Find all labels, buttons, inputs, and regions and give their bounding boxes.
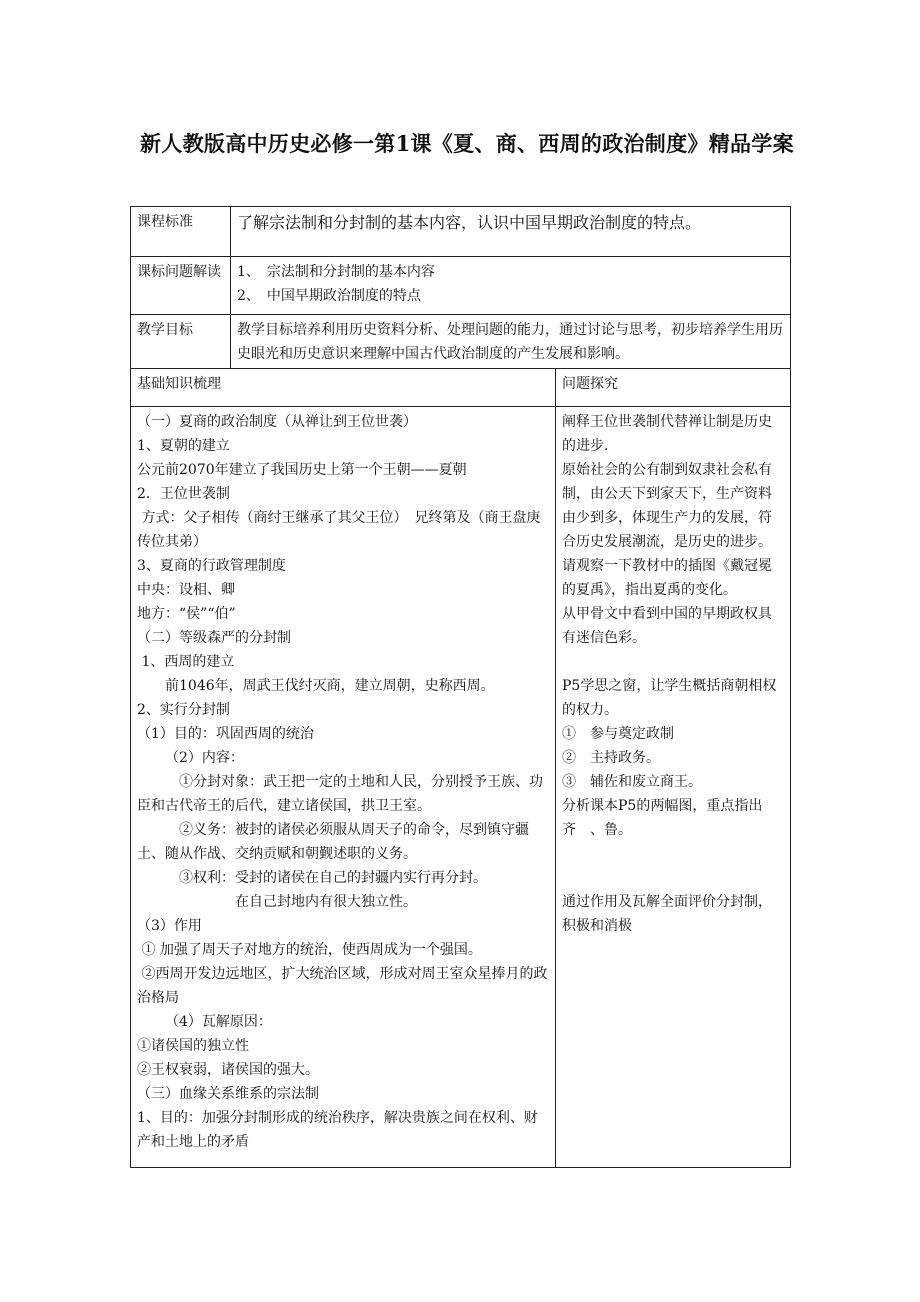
inquiry-list-item: ② 主持政务。	[562, 750, 660, 766]
inquiry-spacer	[562, 866, 785, 890]
content-interpretation	[231, 257, 791, 315]
knowledge-line: 公元前2070年建立了我国历史上第一个王朝——夏朝	[137, 462, 467, 478]
knowledge-line: 1、西周的建立	[137, 654, 235, 670]
content-standard: 了解宗法制和分封制的基本内容，认识中国早期政治制度的特点。	[231, 207, 791, 257]
row-interpretation	[131, 257, 791, 315]
inquiry-spacer	[562, 842, 785, 866]
knowledge-line: 中央：设相、卿	[137, 582, 235, 598]
inquiry-paragraph: P5学思之窗，让学生概括商朝相权的权力。	[562, 678, 777, 718]
knowledge-line: 1、夏朝的建立	[137, 438, 230, 454]
knowledge-line: ①诸侯国的独立性	[137, 1038, 249, 1054]
knowledge-line: 2、实行分封制	[137, 702, 230, 718]
row-goals	[131, 315, 791, 369]
header-inquiry: 问题探究	[556, 369, 791, 407]
row-column-headers	[131, 369, 791, 407]
knowledge-cell	[131, 407, 556, 1168]
knowledge-line: 1、目的：加强分封制形成的统治秩序，解决贵族之间在权利、财产和土地上的矛盾	[137, 1110, 538, 1150]
knowledge-line: （1）目的：巩固西周的统治	[137, 726, 314, 742]
knowledge-line: ②王权衰弱，诸侯国的强大。	[137, 1062, 319, 1078]
label-interpretation: 课标问题解读	[131, 257, 231, 315]
header-knowledge: 基础知识梳理	[131, 369, 556, 407]
row-main	[131, 407, 791, 1168]
inquiry-spacer	[562, 650, 785, 674]
inquiry-paragraph: 阐释王位世袭制代替禅让制是历史的进步.	[562, 414, 772, 454]
knowledge-line: 地方：“侯”“伯”	[137, 606, 236, 622]
knowledge-line: 方式：父子相传（商纣王继承了其父王位） 兄终第及（商王盘庚传位其弟）	[137, 510, 541, 550]
inquiry-cell	[556, 407, 791, 1168]
page-title: 新人教版高中历史必修一第1课《夏、商、西周的政治制度》精品学案	[140, 131, 794, 156]
knowledge-line: （4）瓦解原因：	[165, 1014, 272, 1030]
knowledge-line: （二）等级森严的分封制	[137, 630, 291, 646]
label-standard: 课程标准	[131, 207, 231, 257]
knowledge-line: （2）内容：	[165, 750, 244, 766]
label-goals: 教学目标	[131, 315, 231, 369]
inquiry-paragraph: 分析课本P5的两幅图，重点指出齐 、鲁。	[562, 798, 763, 838]
inquiry-paragraph: 从甲骨文中看到中国的早期政权具有迷信色彩。	[562, 606, 772, 646]
inquiry-paragraph: 通过作用及瓦解全面评价分封制，积极和消极	[562, 894, 772, 934]
knowledge-line: 2．王位世袭制	[137, 486, 230, 502]
knowledge-line: （3）作用	[137, 918, 202, 934]
knowledge-line: （三）血缘关系维系的宗法制	[137, 1086, 319, 1102]
knowledge-line: ① 加强了周天子对地方的统治，使西周成为一个强国。	[137, 942, 482, 958]
inquiry-list-item: ① 参与奠定政制	[562, 726, 674, 742]
lesson-table	[130, 206, 791, 1168]
knowledge-line: ②义务：被封的诸侯必须服从周天子的命令，尽到镇守疆土、随从作战、交纳贡赋和朝觐述职的义务。	[137, 822, 529, 862]
row-standard	[131, 207, 791, 257]
interpretation-item: 1、 宗法制和分封制的基本内容	[237, 264, 435, 280]
knowledge-line: ②西周开发边远地区，扩大统治区域，形成对周王室众星捧月的政治格局	[137, 966, 548, 1006]
inquiry-paragraph: 原始社会的公有制到奴隶社会私有制，由公天下到家天下，生产资料由少到多，体现生产力的发展，符合历史发展潮流，是历史的进步。	[562, 462, 772, 550]
content-goals: 教学目标培养利用历史资料分析、处理问题的能力，通过讨论与思考，初步培养学生用历史眼光和历史意识来理解中国古代政治制度的产生发展和影响。	[231, 315, 791, 369]
knowledge-line: ①分封对象：武王把一定的土地和人民，分别授予王族、功臣和古代帝王的后代，建立诸侯国，拱卫王室。	[137, 774, 543, 814]
knowledge-line: 前1046年，周武王伐纣灭商，建立周朝，史称西周。	[165, 678, 495, 694]
inquiry-list-item: ③ 辅佐和废立商王。	[562, 774, 702, 790]
interpretation-item: 2、 中国早期政治制度的特点	[237, 288, 421, 304]
knowledge-line: 3、夏商的行政管理制度	[137, 558, 286, 574]
inquiry-paragraph: 请观察一下教材中的插图《戴冠冕的夏禹》，指出夏禹的变化。	[562, 558, 772, 598]
knowledge-line: （一）夏商的政治制度（从禅让到王位世袭）	[137, 414, 417, 430]
knowledge-line: ③权利：受封的诸侯在自己的封疆内实行再分封。	[179, 870, 487, 886]
knowledge-line: 在自己封地内有很大独立性。	[235, 894, 417, 910]
